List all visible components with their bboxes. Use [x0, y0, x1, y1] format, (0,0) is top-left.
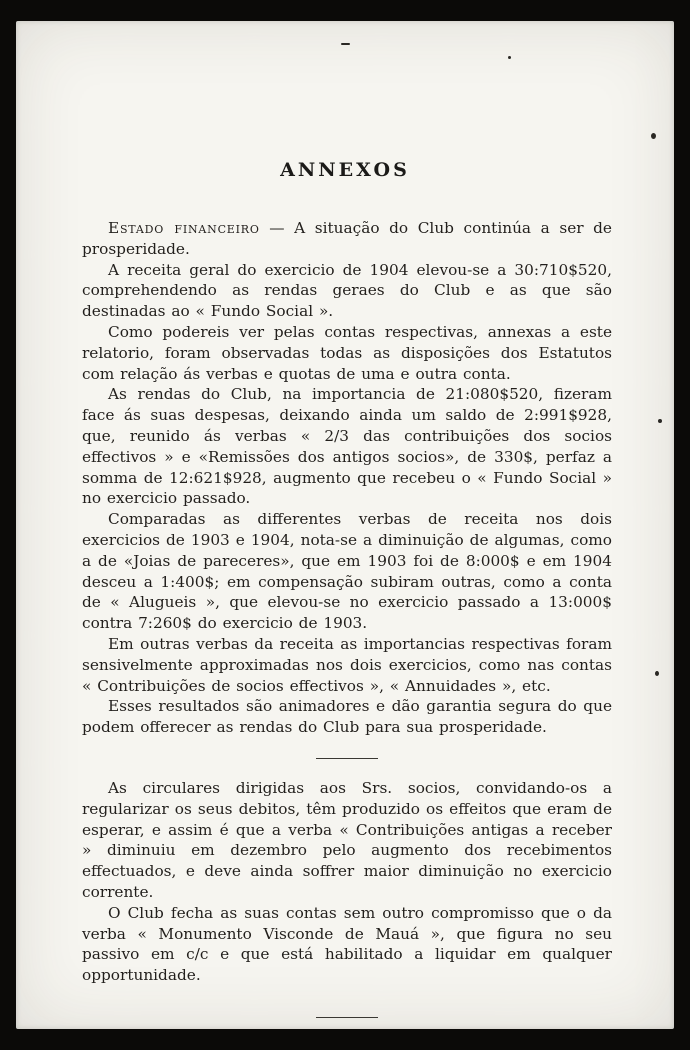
- scan-speck: [655, 671, 659, 676]
- paragraph-text: — A situação do Club continúa a ser de prosperidade.: [82, 219, 612, 258]
- paragraph: [82, 218, 612, 260]
- paragraph: Comparadas as differentes verbas de receita nos dois exercicios de 1903 e 1904, nota-se a diminuição de algumas, como a de «Joias de pareceres», que em 1903 foi de 8:000$ e em 1904 desceu a 1:400$; em compensação subiram outras, como a conta de « Alugueis », que elevou-se no exercicio passado a 13:000$ contra 7:260$ do exercicio de 1903.: [82, 510, 612, 633]
- section-divider: [316, 758, 378, 759]
- scan-speck: [508, 56, 511, 59]
- paragraph: Esses resultados são animadores e dão garantia segura do que podem offerecer as rendas do Club para sua prosperidade.: [82, 697, 612, 737]
- text-block: [82, 218, 612, 1018]
- paragraph: O Club fecha as suas contas sem outro compromisso que o da verba « Monumento Visconde de Mauá », que figura no seu passivo em c/c e que está habilitado a liquidar em qualquer opportunidade.: [82, 903, 612, 985]
- paragraph-lead-smallcaps: Estado financeiro: [108, 219, 260, 237]
- paragraph: A receita geral do exercicio de 1904 elevou-se a 30:710$520, comprehendendo as rendas geraes do Club e as que são destinadas ao « Fundo Social ».: [82, 260, 612, 321]
- scan-speck: [341, 43, 350, 45]
- paragraph: As rendas do Club, na importancia de 21:080$520, fizeram face ás suas despesas, deixando ainda um saldo de 2:991$928, que, reunido ás verbas « 2/3 das contribuições dos socios effectivos » e «Remissões dos antigos socios», de 330$, perfaz a somma de 12:621$928, augmento que recebeu o « Fundo Social » no exercicio passado.: [82, 385, 612, 508]
- end-divider: [316, 1017, 378, 1018]
- scan-speck: [658, 419, 662, 423]
- scan-speck: [651, 133, 656, 139]
- page-title: ANNEXOS: [280, 159, 410, 181]
- paragraph: As circulares dirigidas aos Srs. socios, convidando-os a regularizar os seus debitos, têm produzido os effeitos que eram de esperar, e assim é que a verba « Contribuições antigas a receber » diminuiu em dezembro pelo augmento dos recebimentos effectuados, e deve ainda soffrer maior diminuição no exercicio corrente.: [82, 778, 612, 901]
- paragraph: Como podereis ver pelas contas respectivas, annexas a este relatorio, foram observadas todas as disposições dos Estatutos com relação ás verbas e quotas de uma e outra conta.: [82, 322, 612, 383]
- scanned-page: [16, 21, 674, 1029]
- paragraph: Em outras verbas da receita as importancias respectivas foram sensivelmente approximadas nos dois exercicios, como nas contas « Contribuições de socios effectivos », « Annuidades », etc.: [82, 634, 612, 695]
